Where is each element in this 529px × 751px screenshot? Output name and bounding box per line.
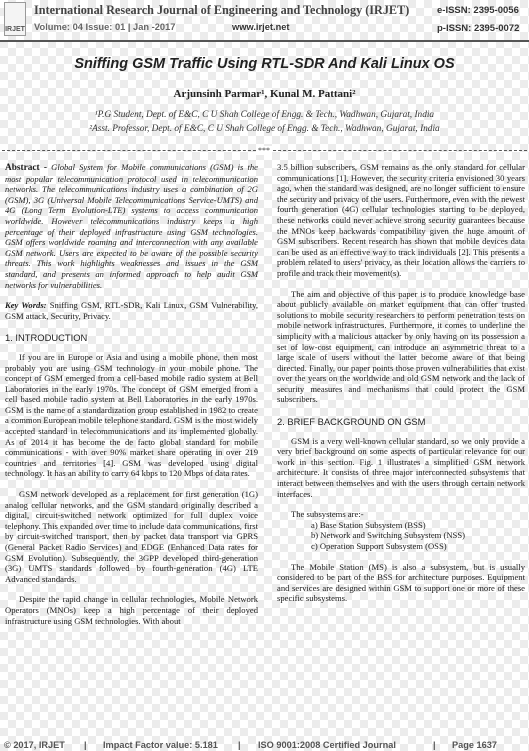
logo-text: IRJET bbox=[5, 26, 25, 33]
left-column bbox=[5, 162, 258, 626]
intro-paragraph-3: Despite the rapid change in cellular technologies, Mobile Network Operators (MNOs) keep a high percentage of their deployed infrastructure using GSM technologies. With about bbox=[5, 594, 258, 626]
intro-paragraph-1: If you are in Europe or Asia and using a mobile phone, then most probably you are using GSM technology in your mobile phone. The concept of GSM emerged from a cell-based mobile radio system at Bell Laboratories in the early 1970s. The concept of GSM emerged from a cell based mobile radio system at Bell Laboratories in the early 1970s. GSM is the name of a standardization group established in 1982 to create a common European mobile telephone standard. GSM is the most widely accepted standard in telecommunications and its implemented globally. As of 2014 it has become the de facto global standard for mobile communications - with over 90% market share operating in over 219 countries and territories [4]. GSM was developed using digital technology. It has an ability to carry 64 kbps to 120 Mbps of data rates. bbox=[5, 351, 258, 479]
footer-separator: | bbox=[238, 740, 241, 750]
footer-impact-factor: Impact Factor value: 5.181 bbox=[103, 740, 218, 750]
body-paragraph-1: 3.5 billion subscribers, GSM remains as the only standard for cellular communications [1]. However, the security criteria envisioned 30 years ago, when the standard was designed, are no longer sufficient to ensure the security and privacy of the users. Furthermore, even with the newest fourth generation (4G) cellular technologies starting to be deployed, these networks could never achieve strong security guarantees because the MNOs keep backwards compatibility given the huge amount of GSM subscribers. Recent research has shown that mobile devices data can be used as an effective way to track individuals [2]. This presents a problem related to users' privacy, as their location allows the carriers to profile and track their movement(s). bbox=[277, 162, 525, 278]
abstract bbox=[5, 162, 258, 290]
keywords-label: Key Words: bbox=[5, 300, 47, 311]
affiliation-1: ¹P.G Student, Dept. of E&C, C U Shah College of Engg. & Tech., Wadhwan, Gujarat, India bbox=[94, 110, 435, 120]
footer-separator: | bbox=[433, 740, 436, 750]
intro-paragraph-2: GSM network developed as a replacement for first generation (1G) analog cellular networks, and the GSM standard originally described a digital, circuit-switched network optimized for full duplex voice telephony. This expanded over time to include data communications, first by circuit-switched transport, then by packet data transport via GPRS (General Packet Radio Services) and EDGE (Enhanced Data rates for GSM Evolution). Subsequently, the 3GPP developed third-generation (3G) UMTS standards followed by fourth-generation (4G) LTE Advanced standards. bbox=[5, 489, 258, 584]
header-rule bbox=[0, 40, 529, 42]
abstract-text: Global System for Mobile communications (GSM) is the most popular telecommunication protocol used in telecommunication networks. The telecommunications industry uses a combination of 2G (GSM), 3G (Universal Mobile Telecommunications Service-UMTS) and 4G (Long Term Evolution-LTE) systems to access communication worldwide. However telecommunications industry keeps a high percentage of their deployed infrastructure using GSM technologies. GSM offers worldwide roaming and interconnection with any available GSM network. Users are expected to be aware of the possible security threats. This work highlights weaknesses and issues in the GSM standard, and presents an informed approach to help audit GSM networks for vulnerabilities. bbox=[5, 162, 258, 290]
journal-logo bbox=[4, 2, 26, 36]
page-footer bbox=[0, 738, 529, 751]
subsystem-item: a) Base Station Subsystem (BSS) bbox=[311, 519, 426, 530]
p-issn: p-ISSN: 2395-0072 bbox=[437, 23, 520, 34]
right-column bbox=[277, 162, 525, 604]
subsystem-item: c) Operation Support Subsystem (OSS) bbox=[311, 541, 447, 551]
e-issn: e-ISSN: 2395-0056 bbox=[437, 5, 519, 16]
section-heading-introduction: 1. INTRODUCTION bbox=[5, 332, 88, 344]
footer-page-number: Page 1637 bbox=[452, 740, 497, 750]
footer-separator: | bbox=[84, 740, 87, 750]
keywords bbox=[5, 300, 258, 321]
body-paragraph-2: The aim and objective of this paper is to produce knowledge base about publicly available on market equipment that can offer trusted solutions to mobile security researchers to perform penetration tests on mobile network infrastructures. Furthermore, it comes to underline the simplicity with a malicious attacker by only having on its possession a set of low-cost equipment, can introduce an asymmetric threat to a large scale of users without the latter become aware of that being directed. Finally, our paper points those proven vulnerabilities that exist over the years on the worldwide and old GSM network and the lack of security measures and mechanisms that could protect the GSM subscribers. bbox=[277, 288, 525, 405]
footer-copyright: © 2017, IRJET bbox=[4, 740, 65, 750]
affiliation-2: ²Asst. Professor, Dept. of E&C, C U Shah College of Engg. & Tech., Wadhwan, Gujarat, India bbox=[89, 124, 440, 134]
keywords-text: Sniffing GSM, RTL-SDR, Kali Linux, GSM Vulnerability, GSM attack, Security, Privacy. bbox=[5, 300, 258, 321]
section-heading-background: 2. BRIEF BACKGROUND ON GSM bbox=[277, 416, 426, 428]
abstract-label: Abstract - bbox=[5, 163, 47, 173]
volume-issue: Volume: 04 Issue: 01 | Jan -2017 bbox=[34, 22, 176, 32]
journal-title: International Research Journal of Engineering and Technology (IRJET) bbox=[34, 3, 410, 17]
journal-website: www.irjet.net bbox=[232, 22, 290, 32]
paper-authors: Arjunsinh Parmar¹, Kunal M. Pattani² bbox=[173, 88, 356, 100]
paper-title: Sniffing GSM Traffic Using RTL-SDR And Kali Linux OS bbox=[74, 56, 455, 72]
background-paragraph-2: The Mobile Station (MS) is also a subsystem, but is usually considered to be part of the BSS for architecture purposes. Equipment and services are designed within GSM to support one or more of these specific subsystems. bbox=[277, 561, 525, 604]
divider-mark: *** bbox=[258, 146, 270, 155]
footer-iso-certification: ISO 9001:2008 Certified Journal bbox=[258, 740, 396, 750]
background-paragraph-1: GSM is a very well-known cellular standard, so we only provide a very brief background on some aspects of particular relevance for our work in this section. Fig. 1 illustrates a simplified GSM network architecture. It consists of three major interconnected subsystems that interact between themselves and with the users through certain network interfaces. bbox=[277, 435, 525, 499]
subsystems-intro: The subsystems are:- bbox=[291, 509, 364, 520]
subsystem-item: b) Network and Switching Subsystem (NSS) bbox=[311, 530, 465, 541]
